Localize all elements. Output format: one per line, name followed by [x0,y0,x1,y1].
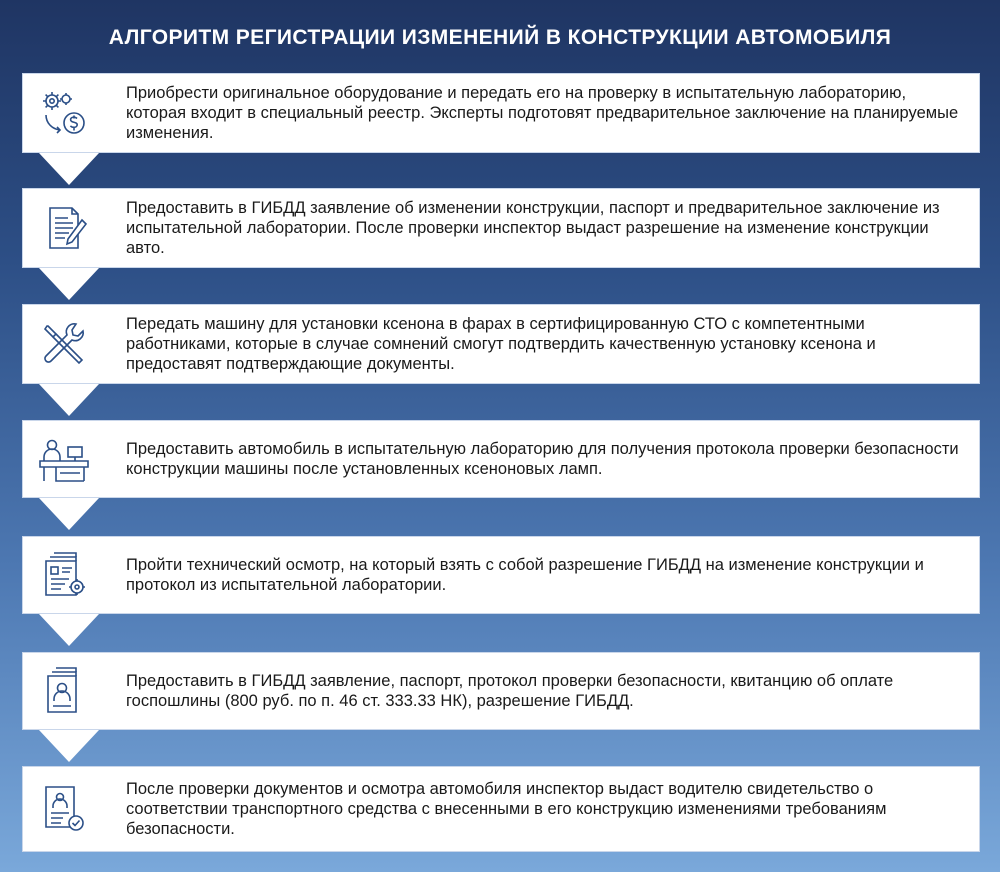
diagram-title: АЛГОРИТМ РЕГИСТРАЦИИ ИЗМЕНЕНИЙ В КОНСТРУКЦИИ АВТОМОБИЛЯ [108,26,892,49]
step-1 [22,73,982,153]
step-text: После проверки документов и осмотра автомобиля инспектор выдаст водителю свидетельство о соответствии транспортного средства с внесенными в его конструкцию изменениями требованиям безопасности. [126,780,887,838]
step-text: Передать машину для установки ксенона в фарах в сертифицированную СТО с компетентными работниками, которые в случае сомнений смогут подтвердить качественную установку ксенона и предоставят подтверждающие документы. [126,315,876,373]
step-3 [22,304,982,384]
documents-gear-icon [38,549,90,601]
step-text: Предоставить автомобиль в испытательную лабораторию для получения протокола проверки безопасности конструкции машины после установленных ксеноновых ламп. [126,440,959,478]
step-4 [22,420,982,498]
step-2 [22,188,982,268]
passport-docs-icon [38,665,90,717]
step-6 [22,652,982,730]
step-text: Предоставить в ГИБДД заявление об изменении конструкции, паспорт и предварительное заключение из испытательной лаборатории. После проверки инспектор выдаст разрешение на изменение конструкции авто. [126,199,940,257]
document-pen-icon [38,202,90,254]
wrench-hammer-icon [38,318,90,370]
down-arrow [39,730,99,762]
step-text: Приобрести оригинальное оборудование и передать его на проверку в испытательную лабораторию, которая входит в специальный реестр. Эксперты подготовят предварительное заключение на планируемые изменения. [126,84,959,142]
down-arrow [39,614,99,646]
step-7 [22,766,982,852]
gears-dollar-icon [38,87,90,139]
step-text: Предоставить в ГИБДД заявление, паспорт, протокол проверки безопасности, квитанцию об оплате госпошлины (800 руб. по п. 46 ст. 333.33 НК), разрешение ГИБДД. [126,672,894,710]
step-5 [22,536,982,614]
lab-desk-icon [38,433,90,485]
step-text: Пройти технический осмотр, на который взять с собой разрешение ГИБДД на изменение конструкции и протокол из испытательной лаборатории. [126,556,924,594]
down-arrow [39,498,99,530]
down-arrow [39,268,99,300]
down-arrow [39,153,99,185]
certificate-check-icon [38,783,90,835]
down-arrow [39,384,99,416]
